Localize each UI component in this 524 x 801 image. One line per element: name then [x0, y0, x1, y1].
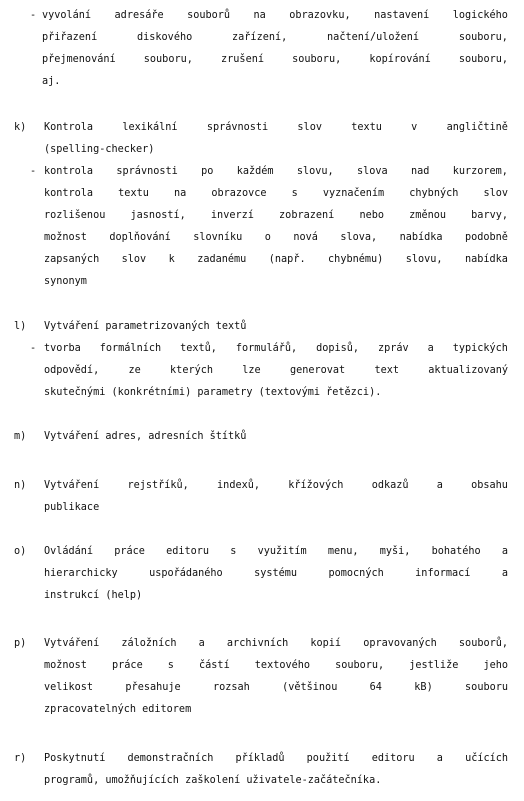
item-heading-line: Vytváření záložních a archivních kopií opravovaných souborů,	[44, 638, 508, 649]
item-heading-line: zpracovatelných editorem	[44, 704, 192, 715]
text-line: odpovědí, ze kterých lze generovat text aktualizovaný	[44, 365, 508, 376]
item-heading-line: velikost přesahuje rozsah (většinou 64 kB) souboru	[44, 682, 508, 693]
item-heading-line: Vytváření parametrizovaných textů	[44, 321, 247, 332]
text-line: aj.	[42, 76, 61, 87]
item-heading-line: Vytváření adres, adresních štítků	[44, 431, 247, 442]
item-heading-line: instrukcí (help)	[44, 590, 143, 601]
item-heading-line: Kontrola lexikální správnosti slov textu v angličtině	[44, 122, 508, 133]
item-heading-line: Vytváření rejstříků, indexů, křížových odkazů a obsahu	[44, 480, 508, 491]
item-heading-line: Poskytnutí demonstračních příkladů použití editoru a učících	[44, 753, 508, 764]
bullet-dash: -	[30, 10, 37, 21]
item-heading-line: možnost práce s částí textového souboru, jestliže jeho	[44, 660, 508, 671]
item-letter: k)	[14, 122, 27, 133]
text-line: kontrola správnosti po každém slovu, slova nad kurzorem,	[44, 166, 508, 177]
text-line: tvorba formálních textů, formulářů, dopisů, zpráv a typických	[44, 343, 508, 354]
item-heading-line: programů, umožňujících zaškolení uživatele-začátečníka.	[44, 775, 382, 786]
bullet-dash: -	[30, 166, 37, 177]
text-line: synonym	[44, 276, 87, 287]
item-heading-line: (spelling-checker)	[44, 144, 155, 155]
text-line: přejmenování souboru, zrušení souboru, kopírování souboru,	[42, 54, 508, 65]
text-line: skutečnými (konkrétními) parametry (textovými řetězci).	[44, 387, 382, 398]
text-line: přiřazení diskového zařízení, načtení/uložení souboru,	[42, 32, 508, 43]
text-line: zapsaných slov k zadanému (např. chybnému) slovu, nabídka	[44, 254, 508, 265]
item-letter: l)	[14, 321, 27, 332]
item-letter: m)	[14, 431, 27, 442]
item-heading-line: Ovládání práce editoru s využitím menu, myši, bohatého a	[44, 546, 508, 557]
item-letter: n)	[14, 480, 27, 491]
item-letter: o)	[14, 546, 27, 557]
text-line: kontrola textu na obrazovce s vyznačením chybných slov	[44, 188, 508, 199]
item-heading-line: hierarchicky uspořádaného systému pomocných informací a	[44, 568, 508, 579]
item-letter: r)	[14, 753, 27, 764]
text-line: vyvolání adresáře souborů na obrazovku, nastavení logického	[42, 10, 508, 21]
item-heading-line: publikace	[44, 502, 100, 513]
item-letter: p)	[14, 638, 27, 649]
text-line: rozlišenou jasností, inverzí zobrazení nebo změnou barvy,	[44, 210, 508, 221]
bullet-dash: -	[30, 343, 37, 354]
text-line: možnost doplňování slovníku o nová slova, nabídka podobně	[44, 232, 508, 243]
